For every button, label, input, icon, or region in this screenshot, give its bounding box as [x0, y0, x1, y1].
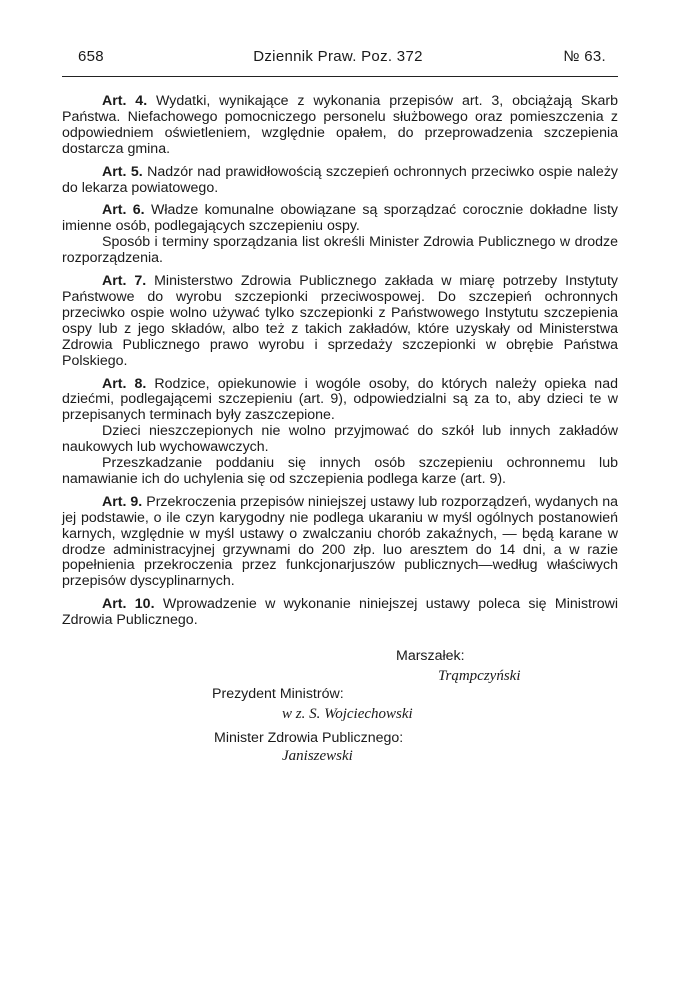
article-paragraph: [62, 165, 618, 197]
article-7: [62, 274, 618, 369]
header-divider: [62, 76, 618, 77]
page-header: [58, 44, 618, 68]
article-9: [62, 495, 618, 590]
prime-minister-signature: w z. S. Wojciechowski: [282, 706, 413, 722]
article-text: Ministerstwo Zdrowia Publicznego zakłada w miarę potrzeby Instytuty Państwowe do wyrobu szczepionki przeciwospowej. Do szczepień ochronnych przeciwko ospie wolno używać tylko szczepionki z Państwowego Instytutu szczepienia ospy lub z jego składów, albo też z takich zakładów, które uzyskały od Ministerstwa Zdrowia Publicznego prawo wyrobu i sprzedaży szczepionki w obrębie Państwa Polskiego.: [62, 273, 618, 369]
article-paragraph: Dzieci nieszczepionych nie wolno przyjmować do szkół lub innych zakładów naukowych lub wychowawczych.: [62, 423, 618, 456]
article-10: [62, 597, 618, 629]
issue-number: № 63.: [563, 48, 606, 65]
journal-title: Dziennik Praw. Poz. 372: [253, 48, 423, 65]
article-paragraph: [62, 203, 618, 235]
article-label: Art. 4.: [102, 93, 148, 109]
article-paragraph: [62, 274, 618, 369]
marshal-signature: Trąmpczyński: [438, 668, 521, 684]
marshal-role: Marszałek:: [396, 648, 465, 664]
article-paragraph: [62, 94, 618, 158]
prime-minister-role: Prezydent Ministrów:: [212, 686, 344, 702]
article-label: Art. 9.: [102, 493, 143, 510]
article-paragraph: Sposób i terminy sporządzania list określi Minister Zdrowia Publicznego w drodze rozporządzenia.: [62, 234, 618, 267]
article-5: [62, 165, 618, 197]
article-label: Art. 5.: [102, 163, 143, 180]
article-8: [62, 377, 618, 488]
article-paragraph: [62, 377, 618, 425]
article-paragraph: [62, 495, 618, 590]
article-text: Wydatki, wynikające z wykonania przepisów art. 3, obciążają Skarb Państwa. Niefachowego pomocniczego personelu służbowego oraz pomieszczenia z odpowiedniem oświetleniem, względnie opałem, do przeprowadzenia szczepienia dostarcza gmina.: [62, 93, 618, 157]
article-text: Nadzór nad prawidłowością szczepień ochronnych przeciwko ospie należy do lekarza powiatowego.: [62, 163, 619, 196]
health-minister-role: Minister Zdrowia Publicznego:: [214, 730, 404, 746]
article-label: Art. 6.: [102, 202, 145, 219]
article-paragraph: Przeszkadzanie poddaniu się innych osób szczepieniu ochronnemu lub namawianie ich do uchylenia się od szczepienia podlega karze (art. 9).: [62, 455, 618, 487]
article-label: Art. 7.: [102, 273, 147, 290]
law-text: [62, 94, 618, 636]
article-paragraph: [62, 597, 618, 629]
article-label: Art. 10.: [102, 596, 155, 613]
article-6: [62, 203, 618, 267]
article-text: Rodzice, opiekunowie i wogóle osoby, do których należy opieka nad dziećmi, podlegającemi szczepieniu (art. 9), odpowiedzialni są za to, aby dzieci te w przepisanych terminach były zaszczepione.: [62, 375, 618, 424]
article-text: Wprowadzenie w wykonanie niniejszej ustawy poleca się Ministrowi Zdrowia Publicznego.: [62, 596, 618, 629]
page-number: 658: [78, 48, 104, 65]
article-label: Art. 8.: [102, 375, 147, 392]
article-4: [62, 94, 618, 158]
article-text: Władze komunalne obowiązane są sporządzać corocznie dokładne listy imienne osób, podlegających szczepieniu ospy.: [62, 202, 618, 235]
health-minister-signature: Janiszewski: [282, 748, 353, 764]
article-text: Przekroczenia przepisów niniejszej ustawy lub rozporządzeń, wydanych na jej podstawie, o ile czyn karygodny nie podlega ukaraniu w myśl ogólnych postanowień karnych, względnie w myśl ustawy o zwalczaniu chorób zakaźnych, — będą karane w drodze administracyjnej grzywnami do 200 złp. luo aresztem do 14 dni, a w razie popełnienia przekroczenia przez funkcjonarjuszów publicznych—według właściwych przepisów dyscyplinarnych.: [62, 493, 619, 590]
